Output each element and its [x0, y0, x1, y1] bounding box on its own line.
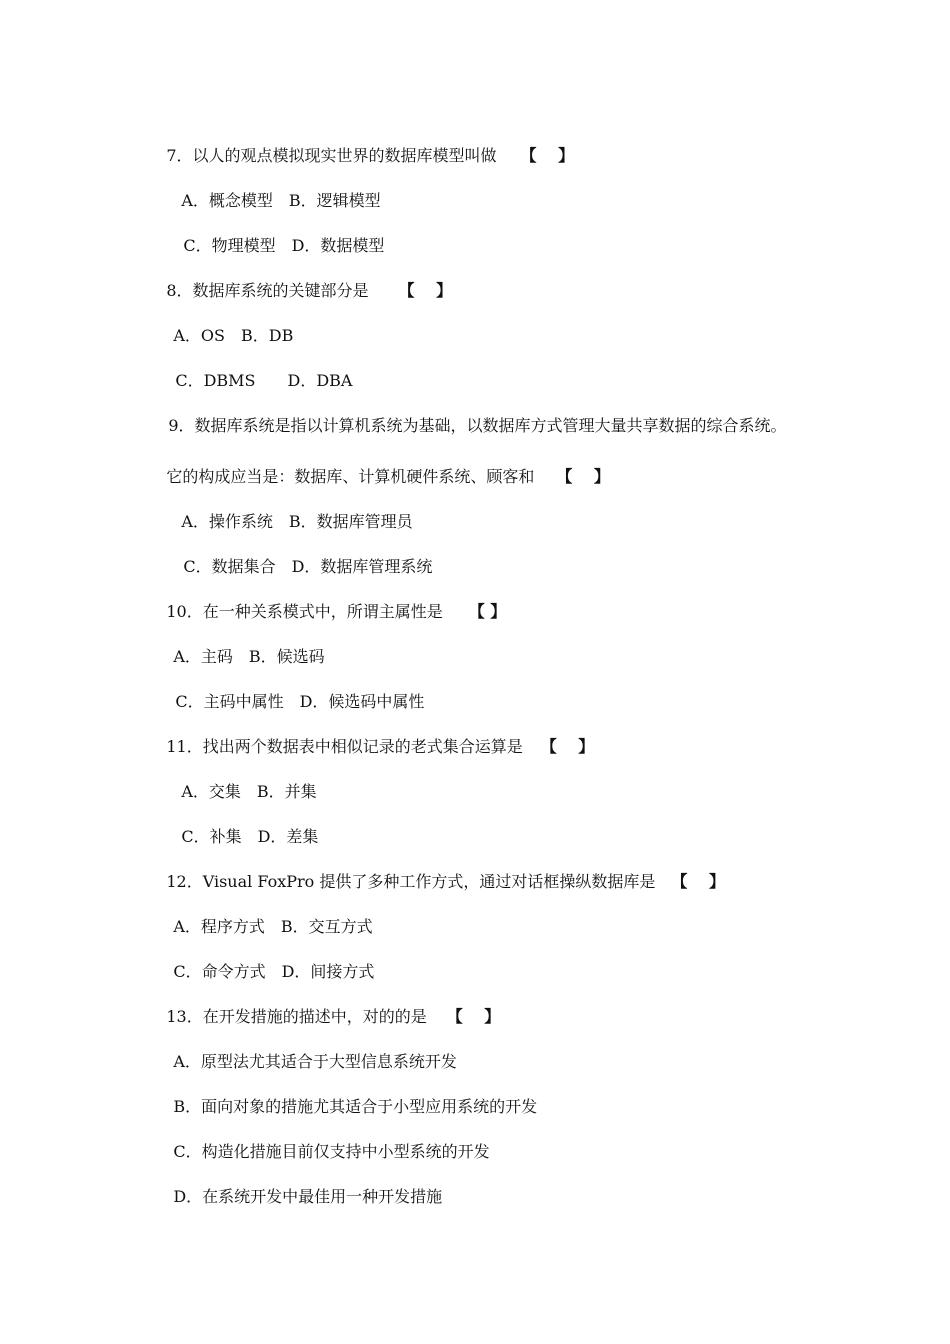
option-line: C．命令方式 D．间接方式: [173, 962, 375, 981]
option-line: C．物理模型 D．数据模型: [183, 236, 385, 255]
question-text: 11．找出两个数据表中相似记录的老式集合运算是: [166, 737, 523, 756]
answer-bracket: 【 】: [540, 737, 595, 756]
option-line: D．在系统开发中最佳用一种开发措施: [173, 1187, 443, 1206]
option-line: A．操作系统 B．数据库管理员: [181, 512, 413, 531]
answer-bracket: 【 】: [398, 281, 453, 300]
option-line: C．主码中属性 D．候选码中属性: [175, 692, 425, 711]
answer-bracket: 【 】: [671, 872, 725, 891]
option-line: A．程序方式 B．交互方式: [173, 917, 373, 936]
answer-bracket: 【 】: [556, 467, 610, 486]
answer-bracket: 【 】: [520, 146, 575, 165]
question-text: 10．在一种关系模式中，所谓主属性是: [166, 602, 443, 621]
question-text: 13．在开发措施的描述中，对的的是: [166, 1007, 427, 1026]
option-line: A．主码 B．候选码: [173, 647, 325, 666]
option-line: B．面向对象的措施尤其适合于小型应用系统的开发: [173, 1097, 538, 1116]
answer-bracket: 【 】: [446, 1007, 501, 1026]
question-text: 8．数据库系统的关键部分是: [166, 281, 369, 300]
option-line: C．DBMS D．DBA: [175, 371, 353, 390]
question-text: 它的构成应当是：数据库、计算机硬件系统、顾客和: [166, 467, 535, 486]
question-text: 7．以人的观点模拟现实世界的数据库模型叫做: [166, 146, 497, 165]
option-line: A．OS B．DB: [173, 326, 294, 345]
question-13-option-d: [153, 1167, 442, 1227]
question-text: 12．Visual FoxPro 提供了多种工作方式，通过对话框操纵数据库是: [166, 872, 656, 891]
question-text: 9．数据库系统是指以计算机系统为基础，以数据库方式管理大量共享数据的综合系统。: [168, 416, 787, 435]
option-line: A．原型法尤其适合于大型信息系统开发: [173, 1052, 457, 1071]
option-line: A．交集 B．并集: [181, 782, 317, 801]
option-line: C．数据集合 D．数据库管理系统: [183, 557, 433, 576]
option-line: A．概念模型 B．逻辑模型: [181, 191, 381, 210]
option-line: C．补集 D．差集: [181, 827, 319, 846]
option-line: C．构造化措施目前仅支持中小型系统的开发: [173, 1142, 490, 1161]
answer-bracket: 【 】: [468, 602, 507, 621]
